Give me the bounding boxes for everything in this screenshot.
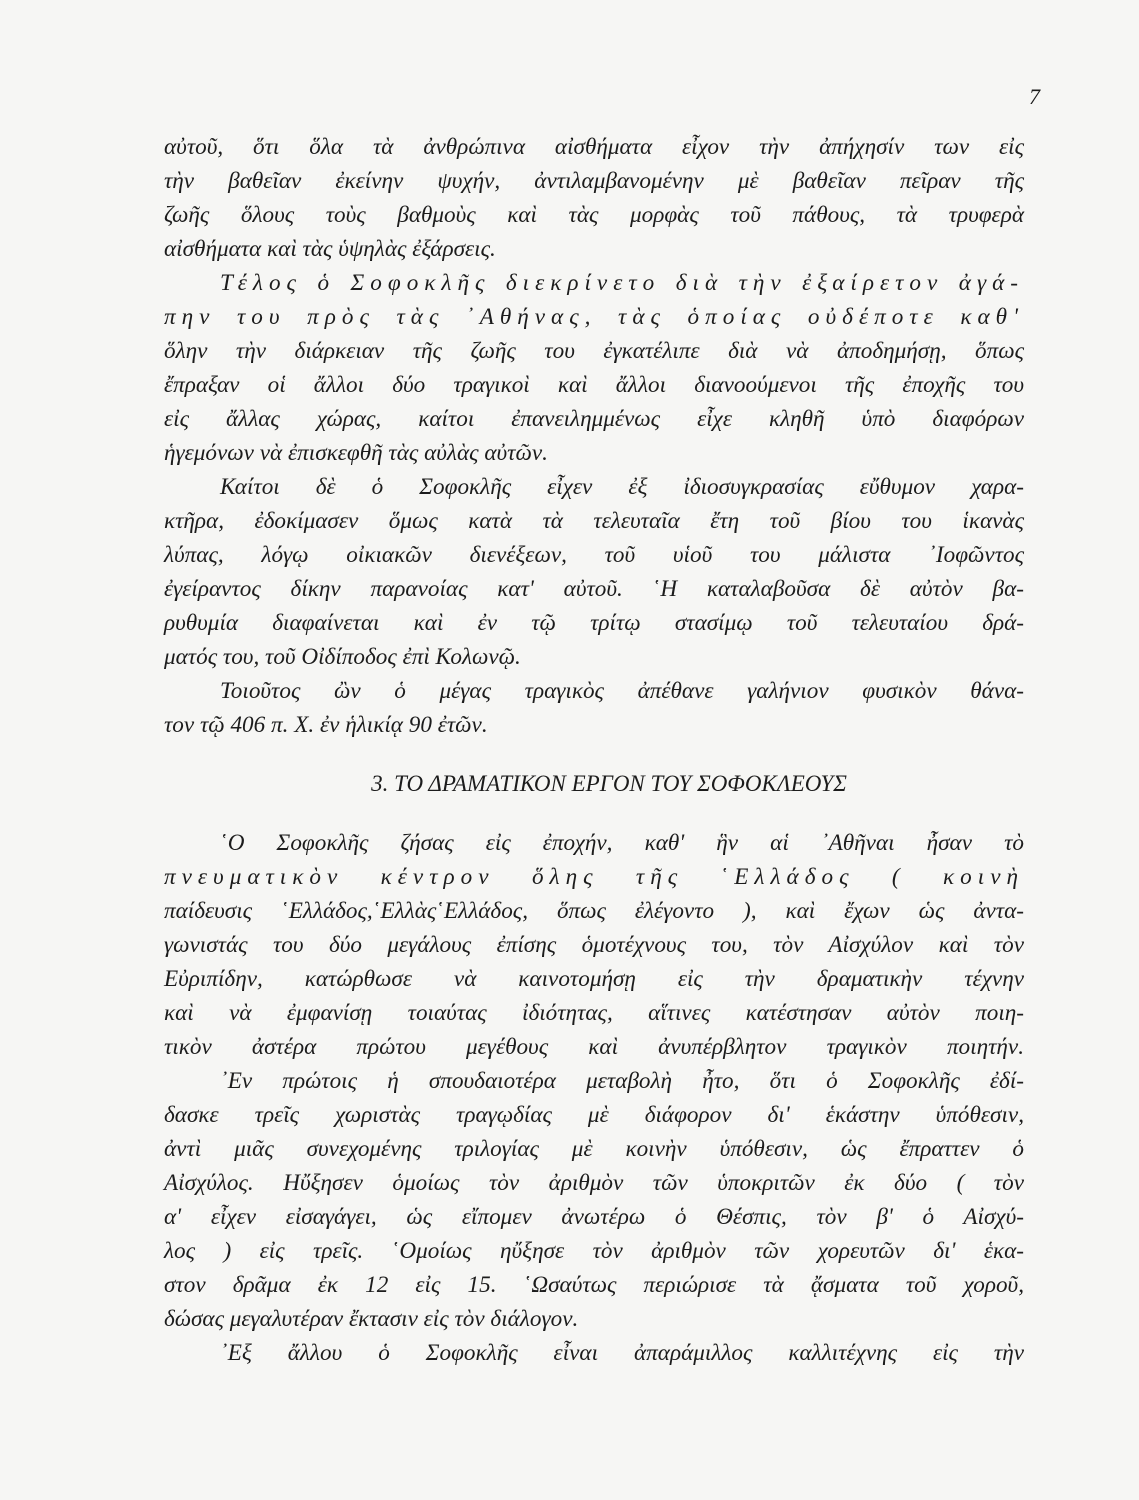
text-line: τον τῷ 406 π. Χ. ἐν ἡλικίᾳ 90 ἐτῶν. [164,712,488,738]
text-line: Εὐριπίδην, κατώρθωσε νὰ καινοτομήσῃ εἰς τὴν δραματικὴν τέχνην [164,966,1024,992]
text-line: εἰς ἄλλας χώρας, καίτοι ἐπανειλημμένως εἶχε κληθῆ ὑπὸ διαφόρων [164,406,1024,432]
section-heading: 3. ΤΟ ΔΡΑΜΑΤΙΚΟΝ ΕΡΓΟΝ ΤΟΥ ΣΟΦΟΚΛΕΟΥΣ [371,771,847,796]
page-number: 7 [1029,84,1040,109]
text-line: Αἰσχύλος. Ηὔξησεν ὁμοίως τὸν ἀριθμὸν τῶν ὑποκριτῶν ἐκ δύο ( τὸν [164,1170,1024,1196]
text-line: ῾Ο Σοφοκλῆς ζήσας εἰς ἐποχήν, καθ' ἣν αἱ ᾿Αθῆναι ἦσαν τὸ [220,830,1024,856]
text-line: α' εἶχεν εἰσαγάγει, ὡς εἴπομεν ἀνωτέρω ὁ Θέσπις, τὸν β' ὁ Αἰσχύ- [164,1204,1024,1230]
text-line: ζωῆς ὅλους τοὺς βαθμοὺς καὶ τὰς μορφὰς τοῦ πάθους, τὰ τρυφερὰ [164,202,1024,228]
body-text [164,130,1024,1370]
text-line: Καίτοι δὲ ὁ Σοφοκλῆς εἶχεν ἐξ ἰδιοσυγκρασίας εὔθυμον χαρα- [220,474,1024,500]
text-line: δασκε τρεῖς χωριστὰς τραγῳδίας μὲ διάφορον δι' ἑκάστην ὑπόθεσιν, [164,1102,1024,1128]
text-line: δώσας μεγαλυτέραν ἔκτασιν εἰς τὸν διάλογον. [164,1306,579,1332]
text-line: παίδευσις ῾Ελλάδος,῾Ελλὰς῾Ελλάδος, ὅπως ἐλέγοντο ), καὶ ἔχων ὡς ἀντα- [164,898,1024,924]
text-line: λος ) εἰς τρεῖς. ῾Ομοίως ηὔξησε τὸν ἀριθμὸν τῶν χορευτῶν δι' ἑκα- [164,1238,1024,1264]
text-line: Τέλος ὁ Σοφοκλῆς διεκρίνετο διὰ τὴν ἐξαίρετον ἀγά- [220,270,1024,296]
text-line: τικὸν ἀστέρα πρώτου μεγέθους καὶ ἀνυπέρβλητον τραγικὸν ποιητήν. [164,1034,1024,1060]
text-line: ἔπραξαν οἱ ἄλλοι δύο τραγικοὶ καὶ ἄλλοι διανοούμενοι τῆς ἐποχῆς του [164,372,1024,398]
text-line: στον δρᾶμα ἐκ 12 εἰς 15. ῾Ωσαύτως περιώρισε τὰ ᾄσματα τοῦ χοροῦ, [164,1272,1024,1298]
text-line: ὅλην τὴν διάρκειαν τῆς ζωῆς του ἐγκατέλιπε διὰ νὰ ἀποδημήσῃ, ὅπως [164,338,1024,364]
text-line: Τοιοῦτος ὢν ὁ μέγας τραγικὸς ἀπέθανε γαλήνιον φυσικὸν θάνα- [220,678,1024,704]
text-line: κτῆρα, ἐδοκίμασεν ὅμως κατὰ τὰ τελευταῖα ἔτη τοῦ βίου του ἱκανὰς [164,508,1024,534]
text-line: αὐτοῦ, ὅτι ὅλα τὰ ἀνθρώπινα αἰσθήματα εἶχον τὴν ἀπήχησίν των εἰς [164,134,1024,160]
text-line: ἡγεμόνων νὰ ἐπισκεφθῆ τὰς αὐλὰς αὐτῶν. [164,440,548,466]
text-line: γωνιστάς του δύο μεγάλους ἐπίσης ὁμοτέχνους του, τὸν Αἰσχύλον καὶ τὸν [164,932,1024,958]
text-line: αἰσθήματα καὶ τὰς ὑψηλὰς ἐξάρσεις. [164,236,496,262]
text-line: πνευματικὸν κέντρον ὅλης τῆς ῾Ελλάδος ( κοινὴ [164,864,1024,890]
text-line: ματός του, τοῦ Οἰδίποδος ἐπὶ Κολωνῷ. [164,644,521,670]
text-line: ᾿Εν πρώτοις ἡ σπουδαιοτέρα μεταβολὴ ἦτο, ὅτι ὁ Σοφοκλῆς ἐδί- [220,1068,1024,1094]
text-line: ἐγείραντος δίκην παρανοίας κατ' αὐτοῦ. ῾Η καταλαβοῦσα δὲ αὐτὸν βα- [164,576,1024,602]
text-line: καὶ νὰ ἐμφανίσῃ τοιαύτας ἰδιότητας, αἵτινες κατέστησαν αὐτὸν ποιη- [164,1000,1024,1026]
text-line: ρυθυμία διαφαίνεται καὶ ἐν τῷ τρίτῳ στασίμῳ τοῦ τελευταίου δρά- [164,610,1024,636]
text-line: ἀντὶ μιᾶς συνεχομένης τριλογίας μὲ κοινὴν ὑπόθεσιν, ὡς ἔπραττεν ὁ [164,1136,1024,1162]
text-line: πην του πρὸς τὰς ᾿Αθήνας, τὰς ὁποίας οὐδέποτε καθ' [164,304,1024,330]
section-gap [164,742,1024,764]
text-line: ᾿Εξ ἄλλου ὁ Σοφοκλῆς εἶναι ἀπαράμιλλος καλλιτέχνης εἰς τὴν [220,1340,1024,1366]
text-line: τὴν βαθεῖαν ἐκείνην ψυχήν, ἀντιλαμβανομένην μὲ βαθεῖαν πεῖραν τῆς [164,168,1024,194]
text-line: λύπας, λόγῳ οἰκιακῶν διενέξεων, τοῦ υἱοῦ του μάλιστα ᾿Ιοφῶντος [164,542,1024,568]
section-gap [164,804,1024,826]
